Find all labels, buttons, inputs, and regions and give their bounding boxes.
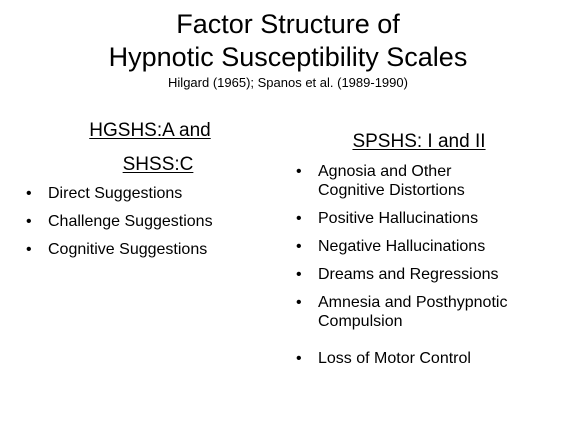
- bullet-icon: •: [296, 163, 302, 180]
- right-bullet-list: [296, 162, 566, 377]
- right-list-item: [296, 209, 566, 228]
- slide-subtitle: Hilgard (1965); Spanos et al. (1989-1990): [168, 75, 408, 90]
- right-list-item-text: Agnosia and Other: [318, 163, 452, 180]
- bullet-icon: •: [296, 238, 302, 255]
- slide-title-line-1: Factor Structure of: [176, 9, 400, 39]
- bullet-icon: •: [296, 210, 302, 227]
- right-list-item-text: Negative Hallucinations: [318, 238, 486, 255]
- right-list-item-text: Loss of Motor Control: [318, 350, 471, 367]
- right-list-item-text: Amnesia and Posthypnotic: [318, 294, 508, 311]
- right-list-item: [296, 293, 566, 331]
- left-list-item-text: Cognitive Suggestions: [48, 241, 208, 258]
- right-list-item-text-cont: Cognitive Distortions: [318, 182, 465, 199]
- left-list-item-text: Challenge Suggestions: [48, 213, 213, 230]
- bullet-icon: •: [296, 350, 302, 367]
- bullet-icon: •: [26, 185, 32, 202]
- bullet-icon: •: [26, 213, 32, 230]
- left-list-item: [26, 240, 286, 259]
- left-list-item: [26, 184, 286, 203]
- bullet-icon: •: [296, 294, 302, 311]
- left-list-item-text: Direct Suggestions: [48, 185, 183, 202]
- left-column-heading-line-1: HGSHS:A and: [89, 120, 211, 141]
- right-list-item: [296, 237, 566, 256]
- left-list-item: [26, 212, 286, 231]
- right-list-item: [296, 265, 566, 284]
- right-list-item: [296, 349, 566, 368]
- left-column-heading-line-2: SHSS:C: [122, 154, 194, 175]
- right-list-item-text-cont: Compulsion: [318, 313, 403, 330]
- right-list-item-text: Positive Hallucinations: [318, 210, 479, 227]
- right-column-heading: SPSHS: I and II: [352, 131, 486, 152]
- right-list-item: [296, 162, 566, 200]
- slide-title-line-2: Hypnotic Susceptibility Scales: [108, 42, 468, 72]
- bullet-icon: •: [26, 241, 32, 258]
- left-bullet-list: [26, 184, 286, 268]
- right-list-item-text: Dreams and Regressions: [318, 266, 499, 283]
- bullet-icon: •: [296, 266, 302, 283]
